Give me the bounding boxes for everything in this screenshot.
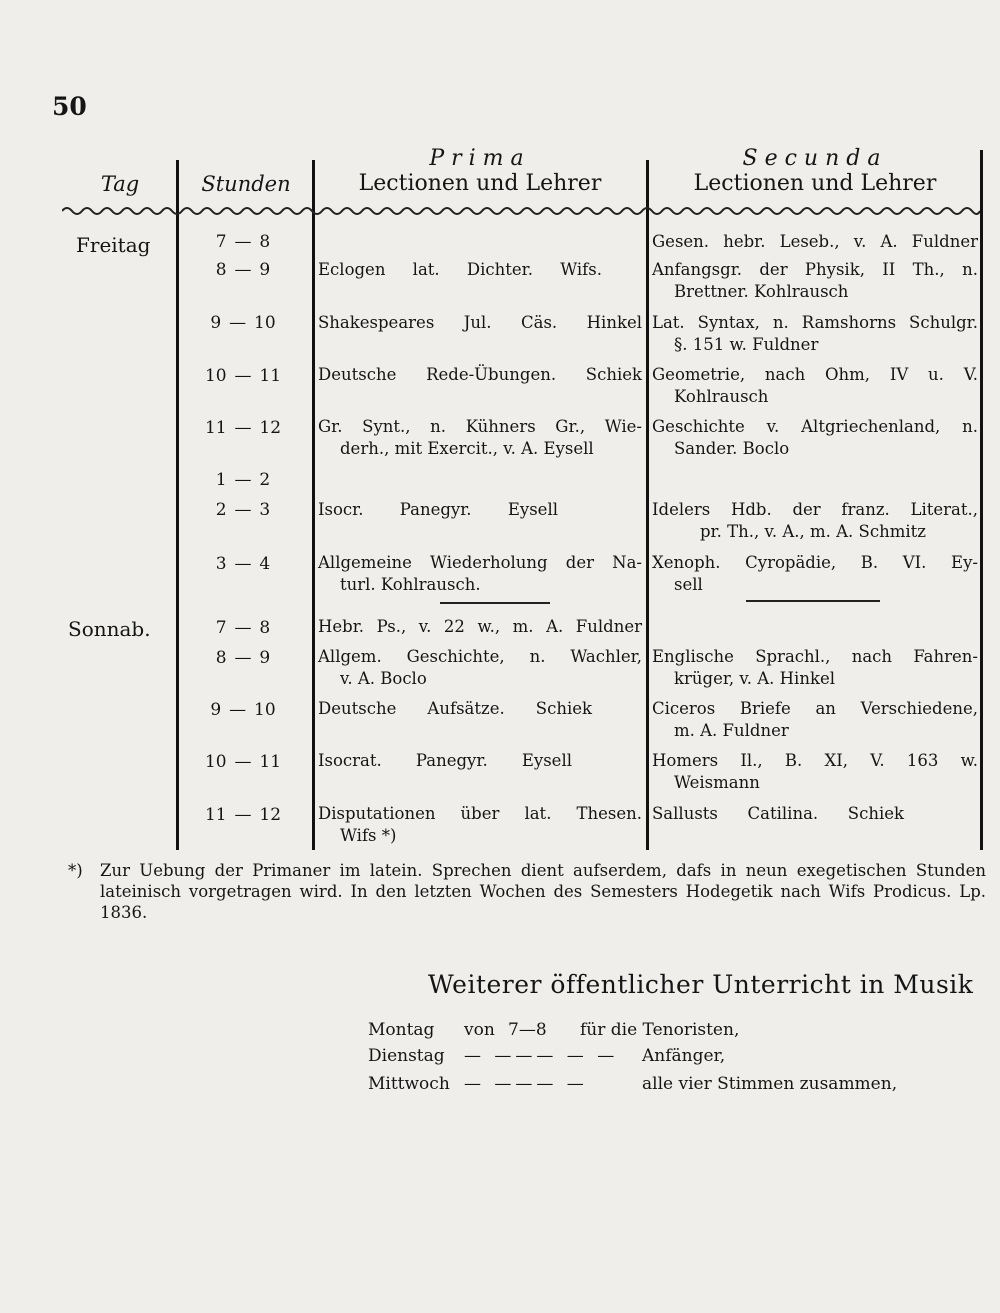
music-section-title: Weiterer öffentlicher Unterricht in Musik bbox=[428, 970, 974, 999]
secunda-lesson: Gesen. hebr. Leseb., v. A. Fuldner bbox=[652, 232, 978, 251]
prima-lesson: Eclogen lat. Dichter. Wifs. bbox=[318, 260, 602, 279]
secunda-lesson: Lat. Syntax, n. Ramshorns Schulgr. §. 151 w. Fuldner bbox=[652, 313, 978, 354]
hour-range: 9 — 10 bbox=[210, 313, 276, 333]
footnote-mark: *) bbox=[68, 861, 83, 880]
header-prima bbox=[318, 146, 642, 196]
footnote bbox=[68, 860, 986, 923]
rule-secunda-left bbox=[646, 160, 649, 850]
rule-stunden-left bbox=[176, 160, 179, 850]
rule-prima-left bbox=[312, 160, 315, 850]
secunda-lesson: Geometrie, nach Ohm, IV u. V. Kohlrausch bbox=[652, 365, 978, 406]
secunda-lesson: Xenoph. Cyropädie, B. VI. Ey- sell bbox=[652, 553, 978, 594]
prima-lesson: Allgem. Geschichte, n. Wachler, v. A. Boclo bbox=[318, 647, 642, 688]
header-secunda bbox=[652, 146, 978, 196]
rule-secunda-right bbox=[980, 150, 983, 850]
secunda-lesson: Idelers Hdb. der franz. Literat., pr. Th., v. A., m. A. Schmitz bbox=[652, 500, 978, 541]
prima-lesson: Hebr. Ps., v. 22 w., m. A. Fuldner bbox=[318, 617, 642, 636]
hour-range: 9 — 10 bbox=[210, 700, 276, 720]
secunda-lesson: Homers Il., B. XI, V. 163 w. Weismann bbox=[652, 751, 978, 792]
hour-range: 10 — 11 bbox=[204, 752, 282, 772]
music-row: Mittwoch — ——— — alle vier Stimmen zusammen, bbox=[368, 1074, 898, 1094]
hour-range: 8 — 9 bbox=[215, 260, 271, 280]
secunda-lesson: Geschichte v. Altgriechenland, n. Sander. Boclo bbox=[652, 417, 978, 458]
prima-lesson: Deutsche Aufsätze. Schiek bbox=[318, 699, 592, 718]
prima-lesson: Deutsche Rede-Übungen. Schiek bbox=[318, 365, 642, 384]
hour-range: 11 — 12 bbox=[204, 418, 282, 438]
secunda-lesson: Sallusts Catilina. Schiek bbox=[652, 804, 904, 823]
prima-title: Prima bbox=[429, 146, 531, 171]
section-end-rule-secunda bbox=[746, 600, 880, 602]
hour-range: 1 — 2 bbox=[215, 470, 271, 490]
prima-lesson: Isocrat. Panegyr. Eysell bbox=[318, 751, 572, 770]
prima-lesson: Gr. Synt., n. Kühners Gr., Wie- derh., mit Exercit., v. A. Eysell bbox=[318, 417, 642, 458]
header-stunden: Stunden bbox=[201, 172, 291, 196]
day-sonnabend: Sonnab. bbox=[68, 617, 151, 641]
page-number: 50 bbox=[52, 92, 87, 121]
music-row: Dienstag — ——— — — Anfänger, bbox=[368, 1046, 726, 1066]
secunda-lesson: Englische Sprachl., nach Fahren- krüger, v. A. Hinkel bbox=[652, 647, 978, 688]
secunda-title: Secunda bbox=[742, 146, 888, 171]
hour-range: 7 — 8 bbox=[215, 618, 271, 638]
hour-range: 8 — 9 bbox=[215, 648, 271, 668]
hour-range: 2 — 3 bbox=[215, 500, 271, 520]
wavy-divider bbox=[62, 204, 980, 218]
footnote-text: Zur Uebung der Primaner im latein. Sprechen dient aufserdem, dafs in neun exegetischen Stunden lateinisch vorgetragen wird. In den letzten Wochen des Semesters Hodegetik nach Wifs Prodicus. Lp. 1836. bbox=[100, 861, 986, 922]
secunda-lesson: Anfangsgr. der Physik, II Th., n. Brettner. Kohlrausch bbox=[652, 260, 978, 301]
prima-lesson: Allgemeine Wiederholung der Na- turl. Kohlrausch. bbox=[318, 553, 642, 594]
header-tag: Tag bbox=[100, 172, 140, 196]
music-row: Montag von 7—8 für die Tenoristen, bbox=[368, 1020, 740, 1040]
prima-lesson: Isocr. Panegyr. Eysell bbox=[318, 500, 558, 519]
hour-range: 3 — 4 bbox=[215, 554, 271, 574]
prima-subtitle: Lectionen und Lehrer bbox=[358, 171, 602, 196]
secunda-subtitle: Lectionen und Lehrer bbox=[693, 171, 937, 196]
secunda-lesson: Ciceros Briefe an Verschiedene, m. A. Fuldner bbox=[652, 699, 978, 740]
hour-range: 10 — 11 bbox=[204, 366, 282, 386]
day-freitag: Freitag bbox=[76, 233, 151, 257]
section-end-rule-prima bbox=[440, 602, 550, 604]
hour-range: 11 — 12 bbox=[204, 805, 282, 825]
hour-range: 7 — 8 bbox=[215, 232, 271, 252]
prima-lesson: Disputationen über lat. Thesen. Wifs *) bbox=[318, 804, 642, 845]
prima-lesson: Shakespeares Jul. Cäs. Hinkel bbox=[318, 313, 642, 332]
